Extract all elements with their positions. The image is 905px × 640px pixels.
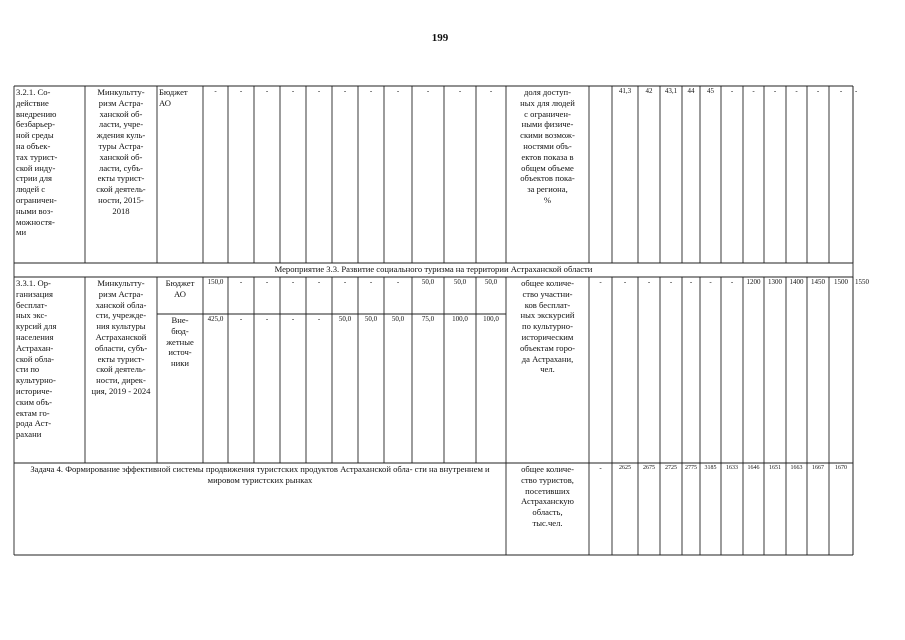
indicator-base [591,87,610,262]
measure-code-name: 3.3.1. Ор- ганизация бесплат- ных экс- курсий для населения Астрахан- ской обла- сти по культурно- историче- ским объ- ектам го- рода Аст- рахани [16,278,57,440]
funding-value: - [214,87,217,95]
funding-value: - [426,87,430,95]
indicator-value: 45 [707,87,714,95]
indicator-value: 41,3 [618,87,632,95]
indicator-value: - [623,278,627,286]
indicator-value: 1550 [855,278,869,286]
funding-value: 100,0 [452,315,468,323]
funding-value: - [317,278,321,286]
funding-value: - [291,87,295,95]
indicator-value: 2625 [619,465,631,471]
indicator-value: - [709,278,712,286]
indicator-value: - [839,87,843,95]
funding-value: 50,0 [421,278,435,286]
indicator-name: общее количе- ство участни- ков бесплат- ных экскурсий по культурно- историческим объектам горо- да Астрахани, чел. [519,278,576,375]
indicator-name: доля доступ- ных для людей с ограничен- ными физиче- скими возмож- ностями объ- ектов показа в общем объеме объектов пока- за региона, % [520,87,575,205]
funding-value: 50,0 [484,278,498,286]
funding-value: - [458,87,462,95]
funding-value: 50,0 [338,315,352,323]
funding-value: - [317,87,321,95]
event-heading: Мероприятие 3.3. Развитие социального туризма на территории Астраханской области [274,264,593,274]
page-number: 199 [431,32,449,44]
indicator-value: 1651 [769,465,781,471]
indicator-value: 1667 [812,465,824,471]
indicator-value: - [816,87,820,95]
indicator-value: 1400 [789,278,804,286]
indicator-value: 1633 [726,465,738,471]
indicator-value: 1670 [835,465,847,471]
funding-value: - [396,278,400,286]
funding-value: - [369,278,373,286]
funding-value: - [291,278,295,286]
indicator-value: 1500 [834,278,848,286]
indicator-value: 44 [687,87,695,95]
funding-value: - [343,87,347,95]
funding-value: 50,0 [453,278,467,286]
funding-value: - [489,87,493,95]
funding-source: Вне- бюд- жетные источ- ники [166,315,194,369]
indicator-value: - [795,87,798,95]
funding-value: - [343,278,347,286]
funding-value: 100,0 [483,315,499,323]
funding-value: - [396,87,400,95]
funding-value: 75,0 [421,315,435,323]
indicator-value: 43,1 [664,87,678,95]
indicator-base: - [599,278,602,286]
indicator-value: - [689,278,693,286]
funding-source: Бюджет АО [165,278,195,299]
funding-value: - [239,315,243,323]
funding-value: - [265,87,269,95]
indicator-value: 1450 [811,278,825,286]
funding-value: - [239,87,243,95]
executor-cell: Минкультту- ризм Астра- ханской обла- сти, учрежде- ния культуры Астраханской области, субъ- екты турист- ской деятель- ности, дирек- ция, 2019 - 2024 [91,278,151,396]
funding-value: - [291,315,295,323]
funding-value: - [317,315,321,323]
indicator-base: - [599,464,602,472]
funding-value: 50,0 [391,315,405,323]
indicator-value: 1663 [790,465,803,471]
indicator-value: 1200 [746,278,761,286]
indicator-name: общее количе- ство туристов, посетивших Астраханскую область, тыс.чел. [521,464,574,528]
indicator-value: 1646 [747,465,760,471]
indicator-value: - [752,87,755,95]
indicator-value: 2725 [665,465,677,471]
funding-value: - [239,278,243,286]
funding-value: - [265,278,269,286]
indicator-value: - [773,87,777,95]
indicator-value: - [730,278,734,286]
indicator-value: 1300 [768,278,782,286]
indicator-value: 2775 [685,465,697,471]
funding-value: 50,0 [364,315,378,323]
indicator-value: 2675 [643,465,655,471]
funding-source: Бюджет АО [159,87,188,108]
indicator-value: - [647,278,651,286]
funding-value: - [265,315,269,323]
funding-value: - [369,87,373,95]
funding-value: 425,0 [207,315,224,323]
funding-value: 150,0 [207,278,224,286]
measure-code-name: 3.2.1. Со- действие внедрению безбарьер- ной среды на объек- тах турист- ской инду- стрии для людей с ограничен- ными воз- можностя- ми [16,87,58,238]
indicator-value: - [855,87,858,95]
indicator-value: 3185 [704,465,717,471]
executor-cell: Минкультту- ризм Астра- ханской об- ласти, учре- ждения куль- туры Астра- ханской об- ласти, субъ- екты турист- ской деятель- ности, 2015- 2018 [96,87,146,216]
task-heading: Задача 4. Формирование эффективной системы продвижения туристских продуктов Астраханской обла- сти на внутреннем и мировом туристских рынках [30,464,490,485]
indicator-value: - [730,87,734,95]
indicator-value: - [669,278,673,286]
indicator-value: 42 [645,87,653,95]
